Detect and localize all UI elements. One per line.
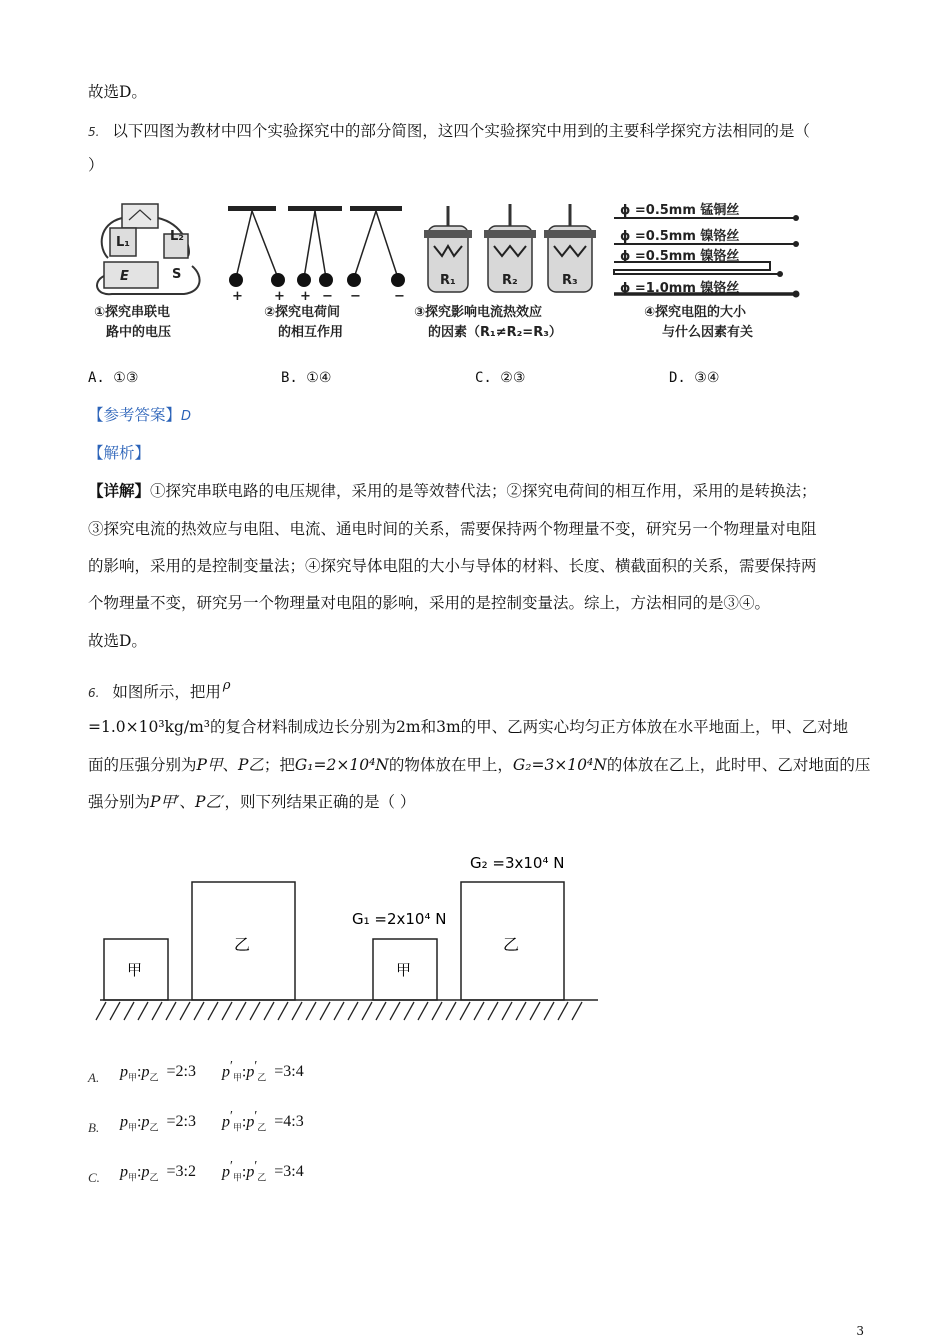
switch-label: S <box>172 267 182 282</box>
q6-option-c-ratio-1: =3:2 <box>166 1163 196 1181</box>
charge-2: + <box>274 289 285 304</box>
g2-label: G₂ =3x10⁴ N <box>470 854 565 872</box>
rho-symbol: ρ <box>222 678 231 693</box>
jar-r3 <box>544 204 596 292</box>
q6-option-b-ratio-1: =2:3 <box>166 1113 196 1131</box>
wire-2-label: ϕ =0.5mm 镍铬丝 <box>620 229 740 244</box>
bulb-l1-label: L₁ <box>116 235 130 250</box>
q6-stem-line-2 <box>88 717 848 737</box>
p1: p <box>120 1163 128 1181</box>
p3: p <box>221 1113 230 1131</box>
q6-stem-3b: ；把 <box>263 756 295 774</box>
q6-option-a-letter: A. <box>88 1070 100 1086</box>
battery-label: E <box>120 269 129 284</box>
s4: 乙 <box>257 1172 267 1183</box>
jar-r1-label: R₁ <box>440 273 456 288</box>
charge-1: + <box>232 289 243 304</box>
detail-line-1 <box>88 481 817 501</box>
detail-line-2: ③探究电流的热效应与电阻、电流、通电时间的关系，需要保持两个物理量不变，研究另一个物理量对电阻 <box>88 520 817 538</box>
pr2: ′ <box>254 1108 258 1123</box>
p2: p <box>141 1113 150 1131</box>
sep-1: 、 <box>222 756 238 774</box>
density-value: =1.0×10³kg/m³ <box>88 718 211 736</box>
q6-option-a <box>88 1058 304 1086</box>
c2: : <box>241 1063 247 1081</box>
p4: p <box>246 1063 255 1081</box>
q6-option-c-letter: C. <box>88 1170 100 1186</box>
p1: p <box>120 1063 128 1081</box>
q5-stem: 以下四图为教材中四个实验探究中的部分简图，这四个实验探究中用到的主要科学探究方法相同的是（ <box>112 122 810 140</box>
figure-heat-effect-jars <box>412 196 600 348</box>
detail-text-1: ①探究串联电路的电压规律，采用的是等效替代法；②探究电荷间的相互作用，采用的是转换法； <box>150 482 817 500</box>
fig2-caption-2: 的相互作用 <box>278 325 344 340</box>
c2: : <box>241 1163 247 1181</box>
wire-3-label: ϕ =0.5mm 镍铬丝 <box>620 249 740 264</box>
prev-conclusion: 故选D。 <box>88 83 147 101</box>
fig1-caption-2: 路中的电压 <box>106 325 172 340</box>
s4: 乙 <box>257 1072 267 1083</box>
s4: 乙 <box>257 1122 267 1133</box>
q5-option-d: D. ③④ <box>669 370 720 386</box>
p3: p <box>221 1163 230 1181</box>
q5-conclusion: 故选D。 <box>88 632 147 650</box>
q6-stem-2: 的复合材料制成边长分别为2m和3m的甲、乙两实心均匀正方体放在水平地面上，甲、乙对地 <box>210 718 849 736</box>
s3: 甲 <box>232 1072 242 1083</box>
q5-option-b: B. ①④ <box>281 370 332 386</box>
q5-option-a: A. ①③ <box>88 370 139 386</box>
s2: 乙 <box>149 1072 159 1083</box>
q6-stem-line-4 <box>88 792 415 812</box>
page-number: 3 <box>856 1324 864 1338</box>
pr1: ′ <box>229 1158 233 1173</box>
detail-line-4: 个物理量不变，研究另一个物理量对电阻的影响，采用的是控制变量法。综上，方法相同的是③④。 <box>88 594 771 612</box>
q6-stem-line-1 <box>88 676 231 703</box>
q6-option-a-ratio-2: =3:4 <box>274 1063 304 1081</box>
charge-5: − <box>350 289 361 304</box>
charge-4: − <box>322 289 333 304</box>
jar-r2 <box>484 204 536 292</box>
s1: 甲 <box>128 1122 138 1133</box>
p-yi-prime: P乙′ <box>194 793 225 811</box>
cube-yi-left-label: 乙 <box>234 935 251 954</box>
p-jia: P甲 <box>196 756 223 774</box>
q6-stem-3d: 的体放在乙上，此时甲、乙对地面的压 <box>606 756 871 774</box>
s2: 乙 <box>149 1172 159 1183</box>
q5-option-c: C. ②③ <box>475 370 526 386</box>
figure-cubes-on-ground <box>92 842 604 1028</box>
cube-yi-right-label: 乙 <box>503 935 520 954</box>
c1: : <box>137 1113 142 1131</box>
pr1: ′ <box>229 1108 233 1123</box>
charge-3: + <box>300 289 311 304</box>
q6-option-c <box>88 1158 304 1186</box>
s1: 甲 <box>128 1172 138 1183</box>
q6-option-b-ratio-2: =4:3 <box>274 1113 304 1131</box>
pr2: ′ <box>254 1158 258 1173</box>
q6-stem-3a: 面的压强分别为 <box>88 756 197 774</box>
charge-6: − <box>394 289 405 304</box>
q5-answer-line <box>88 405 191 427</box>
fig3-caption-2: 的因素（R₁≠R₂=R₃） <box>428 325 562 340</box>
battery-icon <box>104 262 158 288</box>
figure-charge-pendulums <box>222 196 408 348</box>
bulb-l2-label: L₂ <box>170 229 184 244</box>
g1-definition: G₁=2×10⁴N <box>294 756 389 774</box>
wire-1-label: ϕ =0.5mm 锰铜丝 <box>620 203 740 218</box>
answer-label: 【参考答案】 <box>88 406 182 424</box>
s2: 乙 <box>149 1122 159 1133</box>
q6-stem-line-3 <box>88 755 870 775</box>
detail-line-3: 的影响，采用的是控制变量法；④探究导体电阻的大小与导体的材料、长度、横截面积的关系，需要保持两 <box>88 557 817 575</box>
fig4-caption-1: ④探究电阻的大小 <box>644 305 747 320</box>
g2-definition: G₂=3×10⁴N <box>512 756 607 774</box>
q5-stem-line <box>88 121 810 142</box>
p2: p <box>141 1063 150 1081</box>
c1: : <box>137 1163 142 1181</box>
q6-stem-4a: 强分别为 <box>88 793 151 811</box>
p-jia-prime: P甲′ <box>150 793 180 811</box>
wire-4-label: ϕ =1.0mm 镍铬丝 <box>620 281 740 296</box>
q6-option-a-ratio-1: =2:3 <box>166 1063 196 1081</box>
pr2: ′ <box>254 1058 258 1073</box>
answer-value: D <box>181 409 192 424</box>
p-yi: P乙 <box>237 756 264 774</box>
q5-stem-end: ） <box>88 156 104 174</box>
detail-label: 【详解】 <box>88 481 151 500</box>
p1: p <box>120 1113 128 1131</box>
s3: 甲 <box>232 1172 242 1183</box>
jar-r3-label: R₃ <box>562 273 578 288</box>
pr1: ′ <box>229 1058 233 1073</box>
fig3-caption-1: ③探究影响电流热效应 <box>414 305 543 320</box>
g1-label: G₁ =2x10⁴ N <box>352 910 447 928</box>
sep-2: 、 <box>179 793 195 811</box>
q6-stem-3c: 的物体放在甲上， <box>388 756 513 774</box>
figure-series-circuit <box>92 196 214 348</box>
q6-option-b-letter: B. <box>88 1120 100 1136</box>
q6-option-c-ratio-2: =3:4 <box>274 1163 304 1181</box>
p3: p <box>221 1063 230 1081</box>
q6-number: 6. <box>88 686 100 700</box>
s3: 甲 <box>232 1122 242 1133</box>
voltmeter-icon <box>122 204 158 228</box>
fig2-caption-1: ②探究电荷间 <box>264 305 341 320</box>
analysis-label: 【解析】 <box>88 444 151 462</box>
jar-r1 <box>424 206 472 292</box>
ground-hatching <box>96 1002 582 1020</box>
figure-resistance-wires <box>610 196 806 348</box>
q6-stem-1: 如图所示，把用 <box>112 683 221 701</box>
c2: : <box>241 1113 247 1131</box>
q6-option-b <box>88 1108 304 1136</box>
jar-r2-label: R₂ <box>502 273 518 288</box>
p4: p <box>246 1113 255 1131</box>
cube-jia-right-label: 甲 <box>396 961 412 979</box>
fig4-caption-2: 与什么因素有关 <box>662 325 754 340</box>
q6-stem-4b: ，则下列结果正确的是（ ） <box>224 793 416 811</box>
cube-jia-left-label: 甲 <box>127 961 143 979</box>
fig1-caption-1: ①探究串联电 <box>94 305 171 320</box>
s1: 甲 <box>128 1072 138 1083</box>
c1: : <box>137 1063 142 1081</box>
p2: p <box>141 1163 150 1181</box>
q5-number: 5. <box>88 125 100 139</box>
p4: p <box>246 1163 255 1181</box>
